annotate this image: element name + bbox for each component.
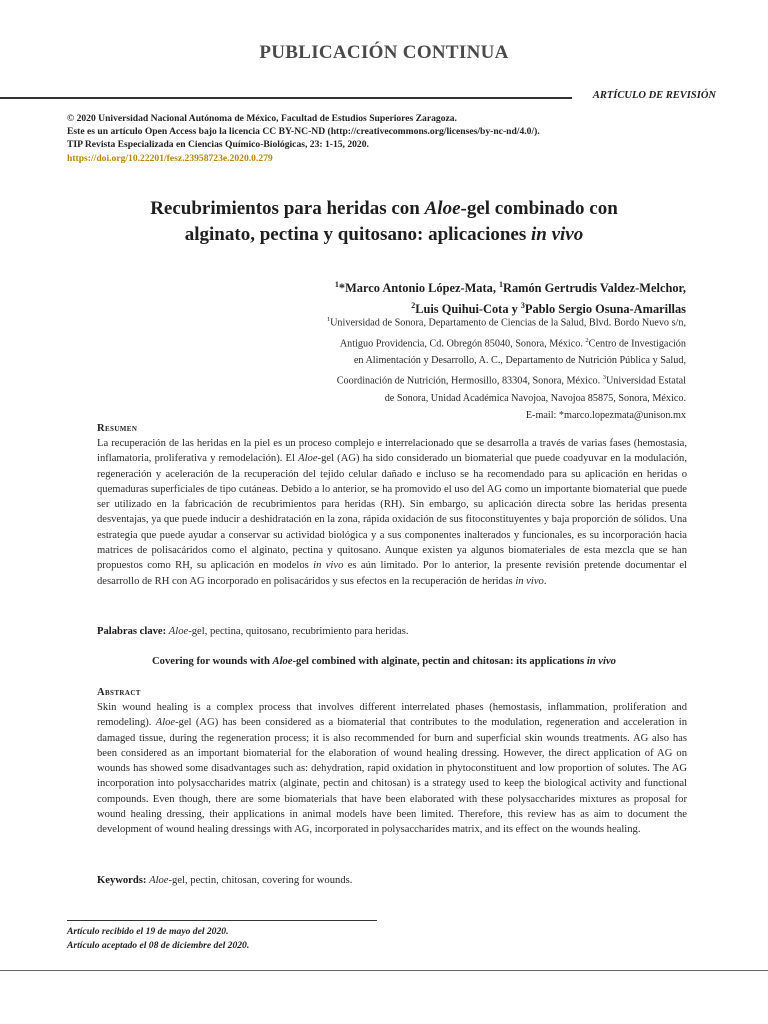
received-date: Artículo recibido el 19 de mayo del 2020.: [67, 926, 229, 937]
abstract-text: Skin wound healing is a complex process that involves different interrelated phases (hemostasis, inflammation, proliferation and remodeling). Aloe-gel (AG) has been considered as a biomaterial that contributes to the modulation, regeneration and acceleration in damaged tissue, during the regeneration process; it is also recommended for burn and superficial skin wounds treatments. AG also has been considered as an important biomaterial for the elaboration of wound healing dressing. However, the direct application of AG on wounds has showed some disadvantages such as: dehydration, rapid oxidation in phytoconstituent and low proportion of solutes. The AG incorporation into polysaccharides matrix (alginate, pectin and chitosan) is a strategy used to keep the biological activity and functional compounds. Even though, there are some biomaterials that have been elaborated with these polysaccharides mixtures as proposal for wound healing dressing, their applications in animal models have been limited. Therefore, this review has as aim to document the development of wound healing dressings with AG, incorporated in polysaccharides matrix, and its effect on the wounds healing.: [97, 702, 687, 836]
affiliations: $^1$Universidad de Sonora, Departamento de Ciencias de la Salud, Blvd. Bordo Nuevo s/n, Antiguo Providencia, Cd. Obregón 85040, Sonora, México. $^2$Centro de Investigación en Alimentación y Desarrollo, A. C., Departamento de Nutrición Pública y Salud, Coordinación de Nutrición, Hermosillo, 83304, Sonora, México. $^3$Universidad Estatal de Sonora, Unidad Académica Navojoa, Navojoa 85875, Sonora, México. E-mail: *marco.lopezmata@unison.mx: [256, 311, 686, 424]
received-dates: [67, 925, 249, 953]
citation-line: TIP Revista Especializada en Ciencias Químico-Biológicas, 23: 1-15, 2020.: [67, 139, 369, 151]
palabras-clave: Palabras clave: Aloe-gel, pectina, quitosano, recubrimiento para heridas.: [97, 626, 409, 637]
keywords: Keywords: Aloe-gel, pectin, chitosan, covering for wounds.: [97, 875, 353, 886]
journal-section-title: PUBLICACIÓN CONTINUA: [259, 42, 509, 63]
article-type-label: ARTÍCULO DE REVISIÓN: [592, 90, 716, 101]
article-title: Recubrimientos para heridas con Aloe-gel combinado con alginato, pectina y quitosano: aplicaciones in vivo: [150, 198, 618, 245]
doi-link[interactable]: https://doi.org/10.22201/fesz.23958723e.2020.0.279: [67, 152, 273, 164]
resumen-text: La recuperación de las heridas en la piel es un proceso complejo e interrelacionado que se desarrolla a través de varias fases (hemostasia, inflamatoria, proliferativa y remodelación). El Aloe-gel (AG) ha sido considerado un biomaterial que puede coadyuvar en la modulación, regeneración y aceleración de la recuperación del tejido celular dañado e incluso se ha recomendado para su aplicación en heridas o quemaduras superficiales de tipo cutáneas. Debido a lo anterior, se ha promovido el uso del AG como un importante biomaterial que puede ser utilizado en la fabricación de recubrimientos para heridas (RH). Sin embargo, su aplicación directa sobre las heridas presenta desventajas, ya que puede inducir a deshidratación en la zona, rápida oxidación de sus fitoconstituyentes y baja proporción de sólidos. Una estrategia que puede ayudar a conservar su actividad biológica y a sus componentes inalterados y funcionales, es su incorporación hacia matrices de polisacáridos como el alginato, pectina y quitosano. Aunque existen ya algunos biomateriales de esta mezcla que se han propuestos como RH, su aplicación en modelos in vivo es aún limitado. Por lo anterior, la presente revisión pretende documentar el desarrollo de RH con AG incorporado en polisacáridos y sus efectos en la recuperación de heridas in vivo.: [97, 438, 687, 587]
license-line: Este es un artículo Open Access bajo la licencia CC BY-NC-ND (http://creativecommons.org/licenses/by-nc-nd/4.0/).: [67, 126, 540, 138]
contact-email[interactable]: E-mail: *marco.lopezmata@unison.mx: [525, 410, 686, 422]
publication-meta: [67, 112, 540, 165]
bottom-rule: [0, 970, 768, 971]
copyright-line: © 2020 Universidad Nacional Autónoma de México, Facultad de Estudios Superiores Zaragoza.: [67, 113, 457, 124]
resumen-heading: Resumen: [97, 423, 138, 434]
header-rule: [0, 97, 572, 99]
author-list: $^1$*Marco Antonio López-Mata, $^1$Ramón Gertrudis Valdez-Melchor, $^2$Luis Quihui-Cota y $^3$Pablo Sergio Osuna-Amarillas: [334, 280, 686, 317]
footnote-rule: [67, 920, 377, 921]
accepted-date: Artículo aceptado el 08 de diciembre del 2020.: [67, 940, 250, 951]
abstract-heading: Abstract: [97, 687, 141, 698]
english-title: Covering for wounds with Aloe-gel combined with alginate, pectin and chitosan: its applications in vivo: [152, 656, 616, 667]
